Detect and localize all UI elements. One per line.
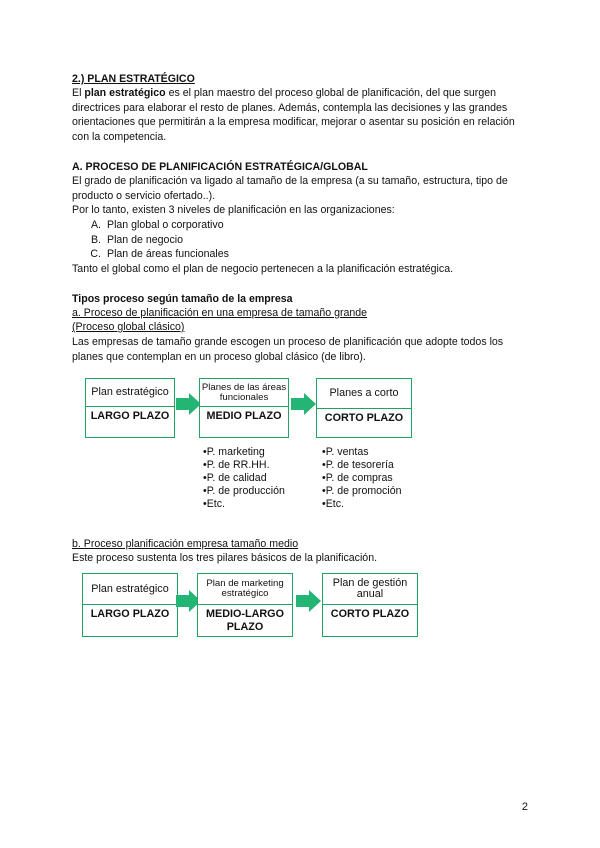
diagram2-box-plan-estrategico: Plan estratégico LARGO PLAZO [82, 573, 178, 637]
intro-paragraph [72, 86, 528, 144]
diagram2-box-gestion-anual: Plan de gestión anual CORTO PLAZO [322, 573, 418, 637]
tipos-b-text: Este proceso sustenta los tres pilares básicos de la planificación. [72, 552, 378, 564]
tipos-title: Tipos proceso según tamaño de la empresa [72, 293, 293, 305]
list-item: •P. de promoción [322, 485, 402, 497]
page-number: 2 [521, 801, 528, 813]
subsection-a-paragraph-1: El grado de planificación va ligado al tamaño de la empresa (a su tamaño, estructura, tipo de producto o servicio ofertado..). [72, 175, 508, 202]
planning-levels-list [72, 218, 229, 262]
subsection-a-conclusion: Tanto el global como el plan de negocio pertenecen a la planificación estratégica. [72, 263, 454, 275]
tipos-b-heading: b. Proceso planificación empresa tamaño medio [72, 538, 299, 550]
diagram2-box-marketing: Plan de marketing estratégico MEDIO-LARGO PLAZO [197, 573, 293, 637]
list-item: •P. ventas [322, 446, 369, 458]
diagram1-box-areas-funcionales: Planes de las áreas funcionales MEDIO PLAZO [199, 378, 289, 438]
intro-term: plan estratégico [84, 87, 166, 99]
intro-lead: El [72, 87, 85, 99]
diagram1-list-medio [203, 446, 285, 511]
list-item: A. Plan global o corporativo [90, 219, 224, 231]
list-item: C. Plan de áreas funcionales [90, 248, 229, 261]
subsection-a-title: A. PROCESO DE PLANIFICACIÓN ESTRATÉGICA/GLOBAL [72, 161, 368, 173]
tipos-a-heading: a. Proceso de planificación en una empresa de tamaño grande [72, 307, 368, 319]
list-item: •Etc. [203, 498, 225, 510]
list-item: •P. marketing [203, 446, 265, 458]
list-item: •P. de tesorería [322, 459, 394, 471]
diagram1-list-corto [322, 446, 401, 511]
list-item: •P. de compras [322, 472, 393, 484]
diagram1-box-plan-estrategico: Plan estratégico LARGO PLAZO [85, 378, 175, 438]
diagram1-box-corto: Planes a corto CORTO PLAZO [316, 378, 412, 438]
arrow-right-icon [291, 393, 317, 415]
list-item: •P. de calidad [203, 472, 267, 484]
list-item: •P. de producción [203, 485, 285, 497]
list-item: •P. de RR.HH. [203, 459, 270, 471]
subsection-a-paragraph-2: Por lo tanto, existen 3 niveles de planificación en las organizaciones: [72, 204, 395, 216]
intro-rest: es el plan maestro del proceso global de planificación, del que surgen directrices para elaborar el resto de planes. Además, contempla las decisiones y las grandes orientaciones que permitirán a la empresa modificar, mejorar o asentar su posición en relación con la competencia. [72, 87, 515, 143]
arrow-right-icon [296, 590, 322, 612]
section-title: 2.) PLAN ESTRATÉGICO [72, 73, 195, 85]
list-item: B. Plan de negocio [90, 233, 183, 246]
tipos-a-subheading: (Proceso global clásico) [72, 321, 185, 333]
list-item: •Etc. [322, 498, 344, 510]
tipos-a-text: Las empresas de tamaño grande escogen un proceso de planificación que adopte todos los planes que contemplan en un proceso global clásico (de libro). [72, 336, 504, 363]
